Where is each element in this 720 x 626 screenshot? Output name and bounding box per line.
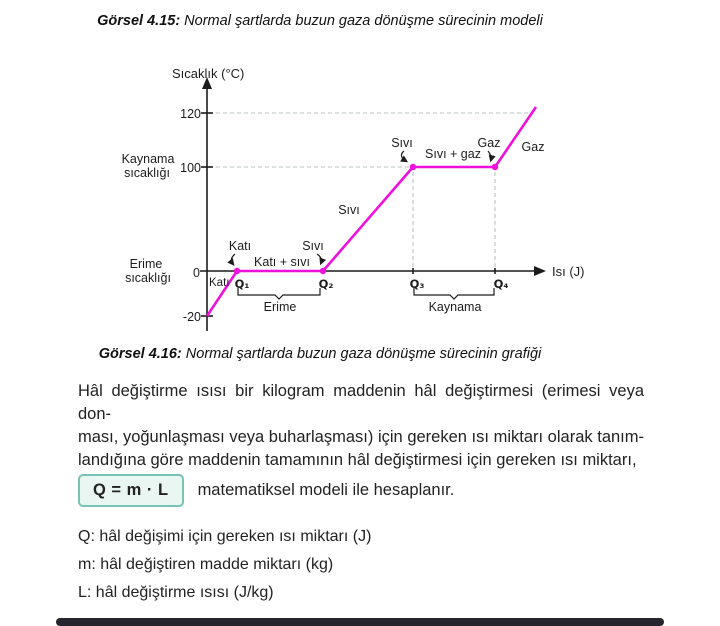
- definition-l: L: hâl değiştirme ısısı (J/kg): [78, 584, 274, 601]
- definition-m: m: hâl değiştiren madde miktarı (kg): [78, 556, 334, 573]
- paragraph-line: landığına göre maddenin tamamının hâl değiştirmesi için gereken ısı miktarı,: [78, 451, 637, 469]
- body-paragraph: [78, 380, 644, 472]
- figure-caption-4-16: [0, 346, 640, 362]
- erime-sicakligi-line2: sıcaklığı: [125, 271, 171, 285]
- sivi-segment-label: Sıvı: [338, 203, 360, 217]
- process-brackets: [238, 288, 494, 299]
- sivi-gaz-label: Sıvı + gaz: [425, 147, 481, 161]
- variable-definitions: [78, 526, 371, 610]
- ytick-minus20: -20: [182, 310, 201, 324]
- xtick-q3: Q₃: [409, 277, 425, 291]
- sivi-point-label-q2: Sıvı: [302, 239, 324, 253]
- gaz-point-label: Gaz: [477, 136, 501, 150]
- erime-bracket-label: Erime: [263, 300, 297, 314]
- figure-caption-4-15: [0, 13, 640, 29]
- q4-point: [492, 164, 498, 170]
- kati-segment-label: Katı: [209, 277, 230, 289]
- kaynama-bracket: [414, 288, 494, 299]
- paragraph-line: Hâl değiştirme ısısı bir kilogram maddenin hâl değiştirmesi (erimesi veya don-: [78, 382, 644, 423]
- x-axis-title: Isı (J): [552, 264, 585, 279]
- kati-sivi-label: Katı + sıvı: [254, 255, 310, 269]
- y-axis-title: Sıcaklık (°C): [172, 66, 245, 81]
- phase-change-graph: [0, 55, 720, 345]
- page-scroll-indicator[interactable]: [56, 618, 664, 626]
- ytick-100: 100: [180, 161, 201, 175]
- kati-point-label: Katı: [228, 239, 252, 253]
- q3-point: [410, 164, 416, 170]
- x-axis-arrowhead: [534, 266, 546, 276]
- xtick-q2: Q₂: [318, 277, 334, 291]
- sivi-point-label-q3: Sıvı: [391, 136, 413, 150]
- formula-row: [78, 472, 454, 508]
- xtick-q4: Q₄: [493, 277, 509, 291]
- paragraph-line: ması, yoğunlaşması veya buharlaşması) için gereken ısı miktarı olarak tanım-: [78, 428, 644, 446]
- caption-text: Normal şartlarda buzun gaza dönüşme sürecinin modeli: [180, 13, 543, 29]
- kaynama-bracket-label: Kaynama: [428, 300, 482, 314]
- definition-q: Q: hâl değişimi için gereken ısı miktarı (J): [78, 528, 372, 545]
- ytick-120: 120: [180, 107, 201, 121]
- erime-sicakligi-line1: Erime: [129, 257, 163, 271]
- xtick-q1: Q₁: [234, 277, 250, 291]
- kaynama-sicakligi-line1: Kaynama: [121, 152, 175, 166]
- axes: [200, 86, 537, 331]
- formula-box: Q = m · L: [78, 474, 184, 507]
- q1-point: [234, 268, 240, 274]
- erime-bracket: [238, 288, 320, 299]
- caption-label: Görsel 4.16:: [98, 346, 182, 362]
- ytick-0: 0: [193, 266, 200, 280]
- gaz-segment-label: Gaz: [521, 140, 545, 154]
- q2-point: [320, 268, 326, 274]
- kaynama-sicakligi-line2: sıcaklığı: [124, 166, 170, 180]
- formula-suffix-text: matematiksel modeli ile hesaplanır.: [197, 480, 455, 499]
- caption-label: Görsel 4.15:: [97, 13, 181, 29]
- caption-text: Normal şartlarda buzun gaza dönüşme sürecinin grafiği: [181, 346, 542, 362]
